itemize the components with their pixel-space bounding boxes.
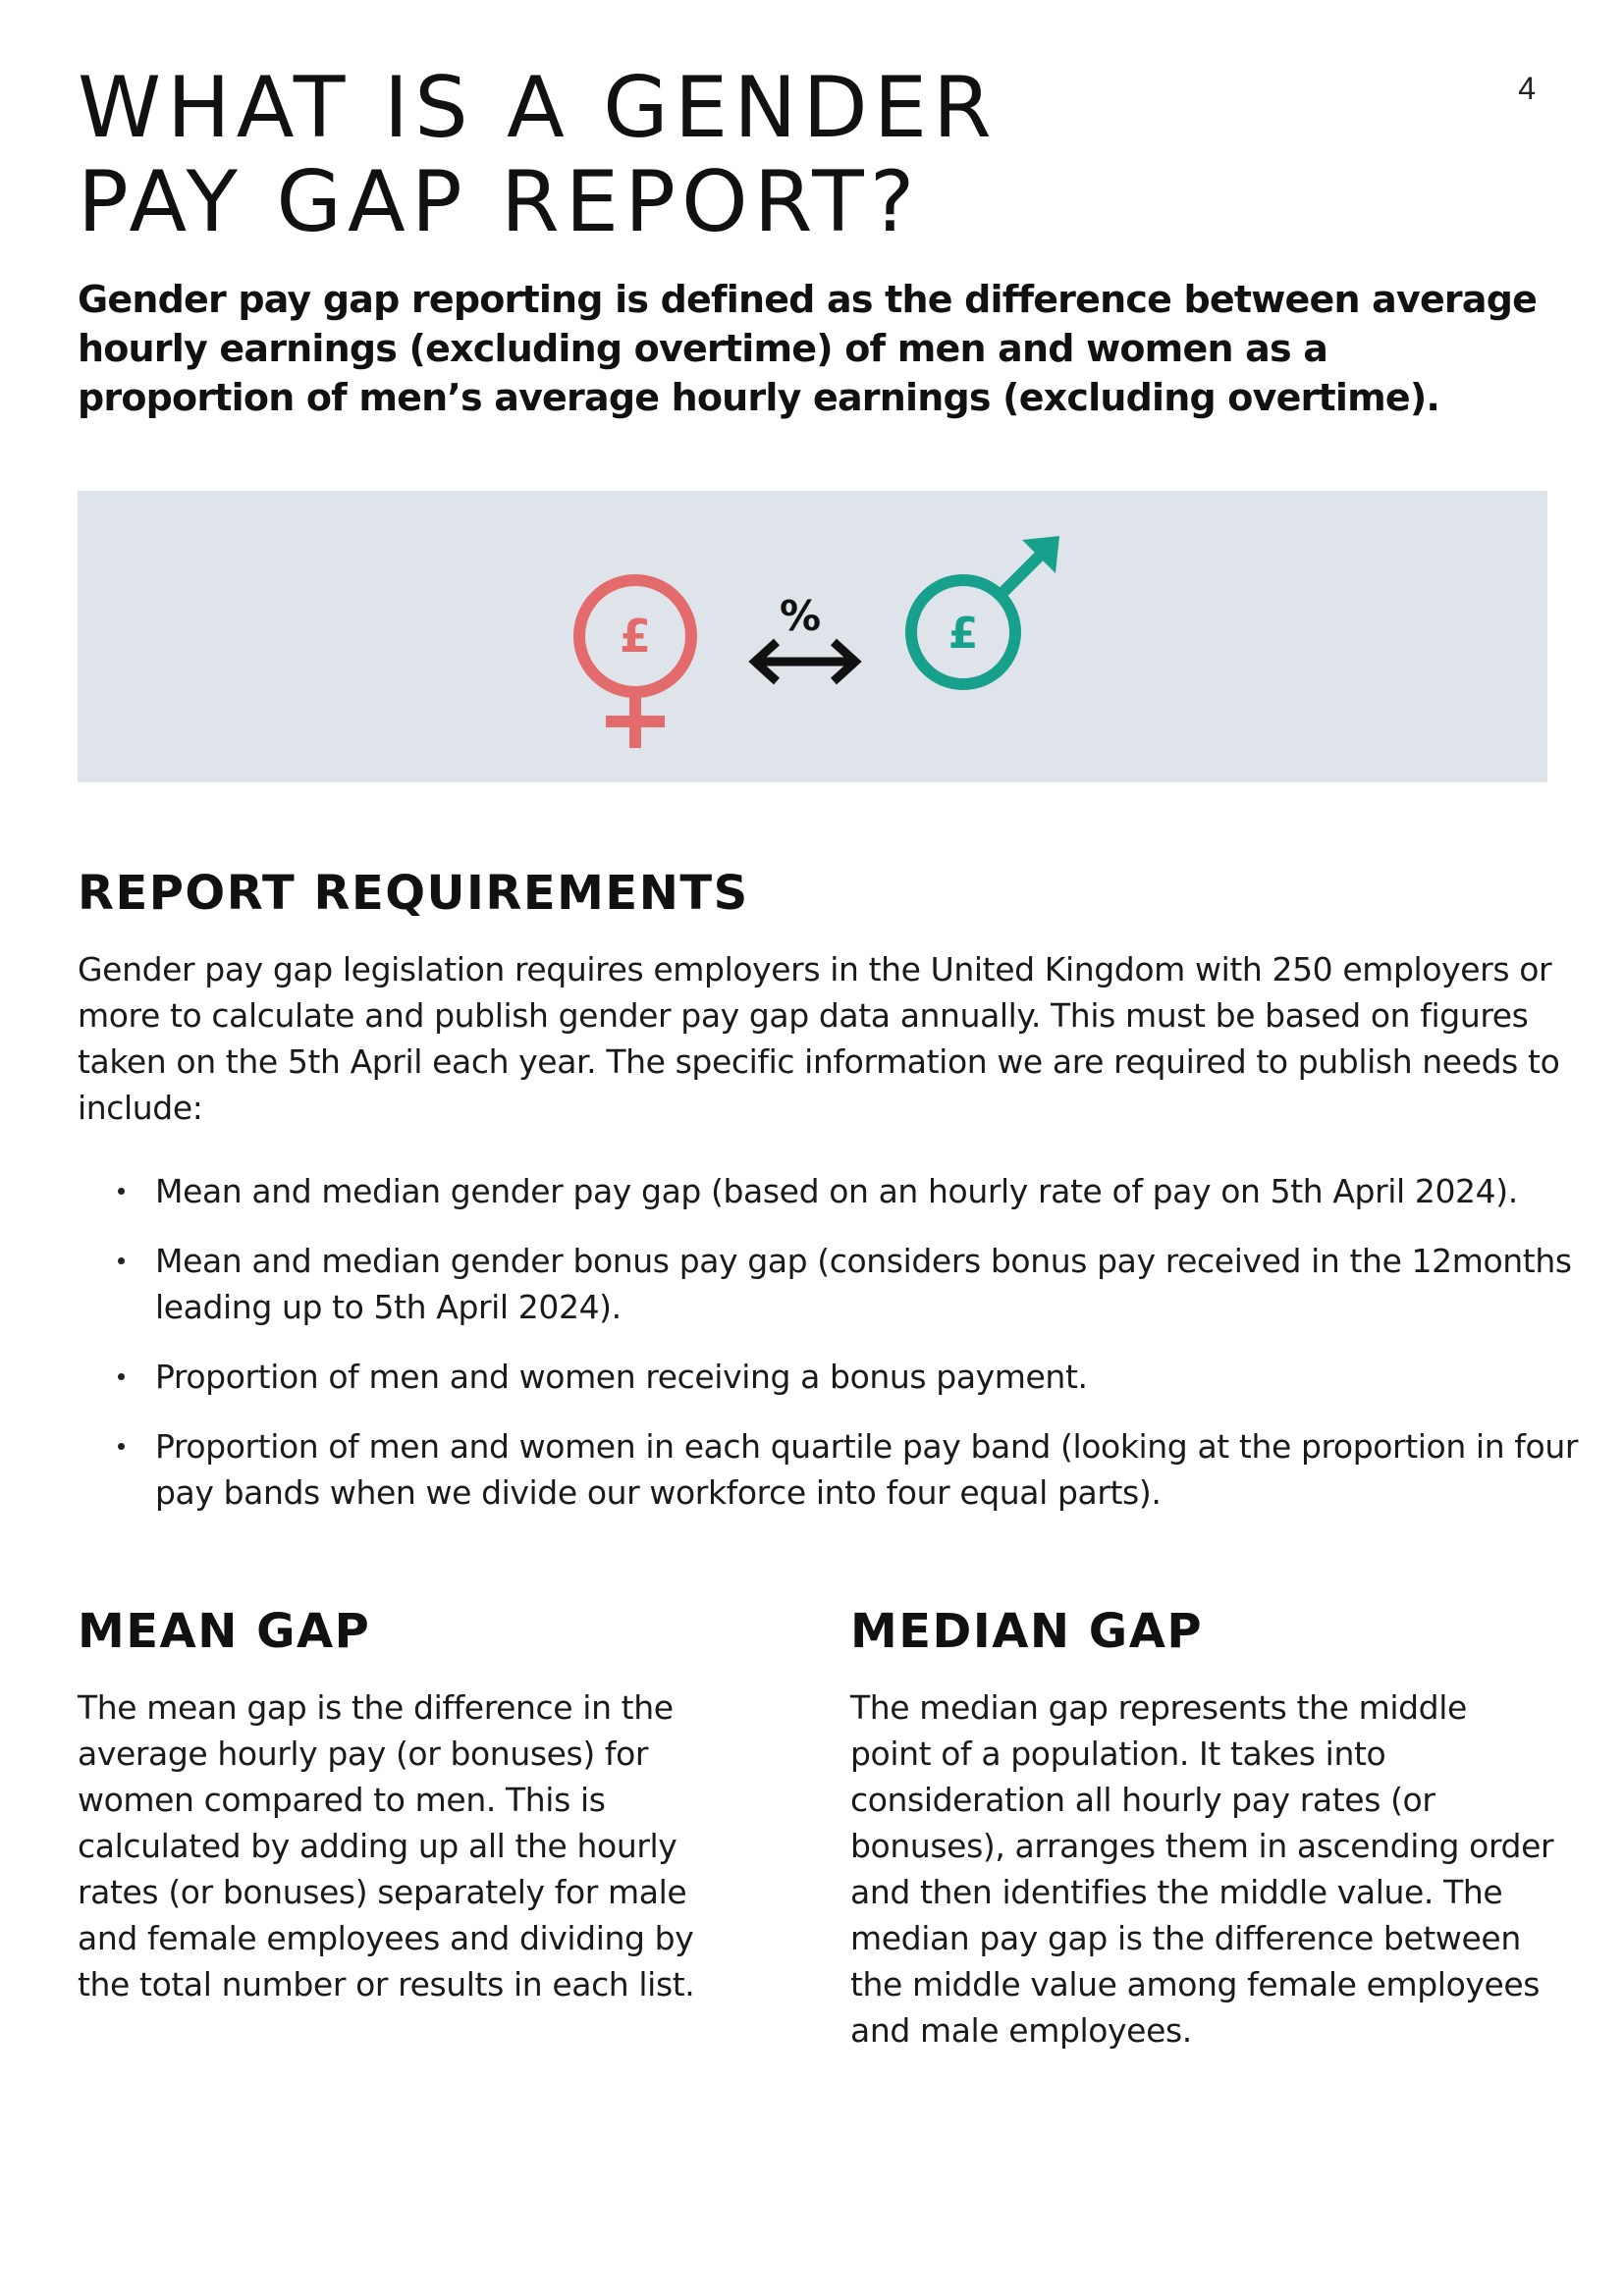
list-item: Mean and median gender pay gap (based on an hourly rate of pay on 5th April 2024).	[114, 1168, 1587, 1214]
gender-pay-banner	[78, 491, 1547, 782]
double-arrow-icon	[755, 592, 855, 681]
female-symbol-icon	[579, 580, 691, 748]
page-title-line-1: WHAT IS A GENDER	[78, 59, 998, 157]
mean-gap-text: The mean gap is the difference in the average hourly pay (or bonuses) for women compared to men. This is calculated by adding up all the hourly rates (or bonuses) separately for male and female employees and dividing by the total number or results in each list.	[78, 1688, 695, 2003]
report-requirements-heading: REPORT REQUIREMENTS	[78, 866, 749, 921]
page-title-line-2: PAY GAP REPORT?	[78, 153, 921, 251]
mean-gap-heading: MEAN GAP	[78, 1604, 371, 1659]
requirements-list	[114, 1168, 1587, 1539]
median-gap-heading: MEDIAN GAP	[850, 1604, 1204, 1659]
median-gap-text: The median gap represents the middle point of a population. It takes into consideration all hourly pay rates (or bonuses), arranges them in ascending order and then identifies the middle value. The median pay gap is the difference between the middle value among female employees and male employees.	[850, 1688, 1554, 2050]
percent-sign: %	[779, 592, 822, 640]
bullet-dot	[118, 1443, 125, 1450]
lead-paragraph: Gender pay gap reporting is defined as the difference between average hourly earnings (excluding overtime) of men and women as a proportion of men’s average hourly earnings (excluding overtime).	[78, 278, 1538, 419]
page-number: 4	[1518, 71, 1536, 106]
male-symbol-icon	[911, 536, 1059, 684]
bullet-dot	[118, 1188, 125, 1195]
bullet-dot	[118, 1373, 125, 1380]
bullet-dot	[118, 1257, 125, 1264]
list-item: Proportion of men and women in each quartile pay band (looking at the proportion in four pay bands when we divide our workforce into four equal parts).	[114, 1423, 1587, 1516]
list-item: Mean and median gender bonus pay gap (considers bonus pay received in the 12months leading up to 5th April 2024).	[114, 1238, 1587, 1330]
page-title	[78, 61, 998, 249]
list-item: Proportion of men and women receiving a bonus payment.	[114, 1354, 1587, 1400]
female-pound-sign: £	[619, 610, 652, 663]
report-requirements-intro: Gender pay gap legislation requires employers in the United Kingdom with 250 employers or more to calculate and publish gender pay gap data annually. This must be based on figures taken on the 5th April each year. The specific information we are required to publish needs to include:	[78, 950, 1560, 1127]
male-pound-sign: £	[947, 609, 979, 659]
